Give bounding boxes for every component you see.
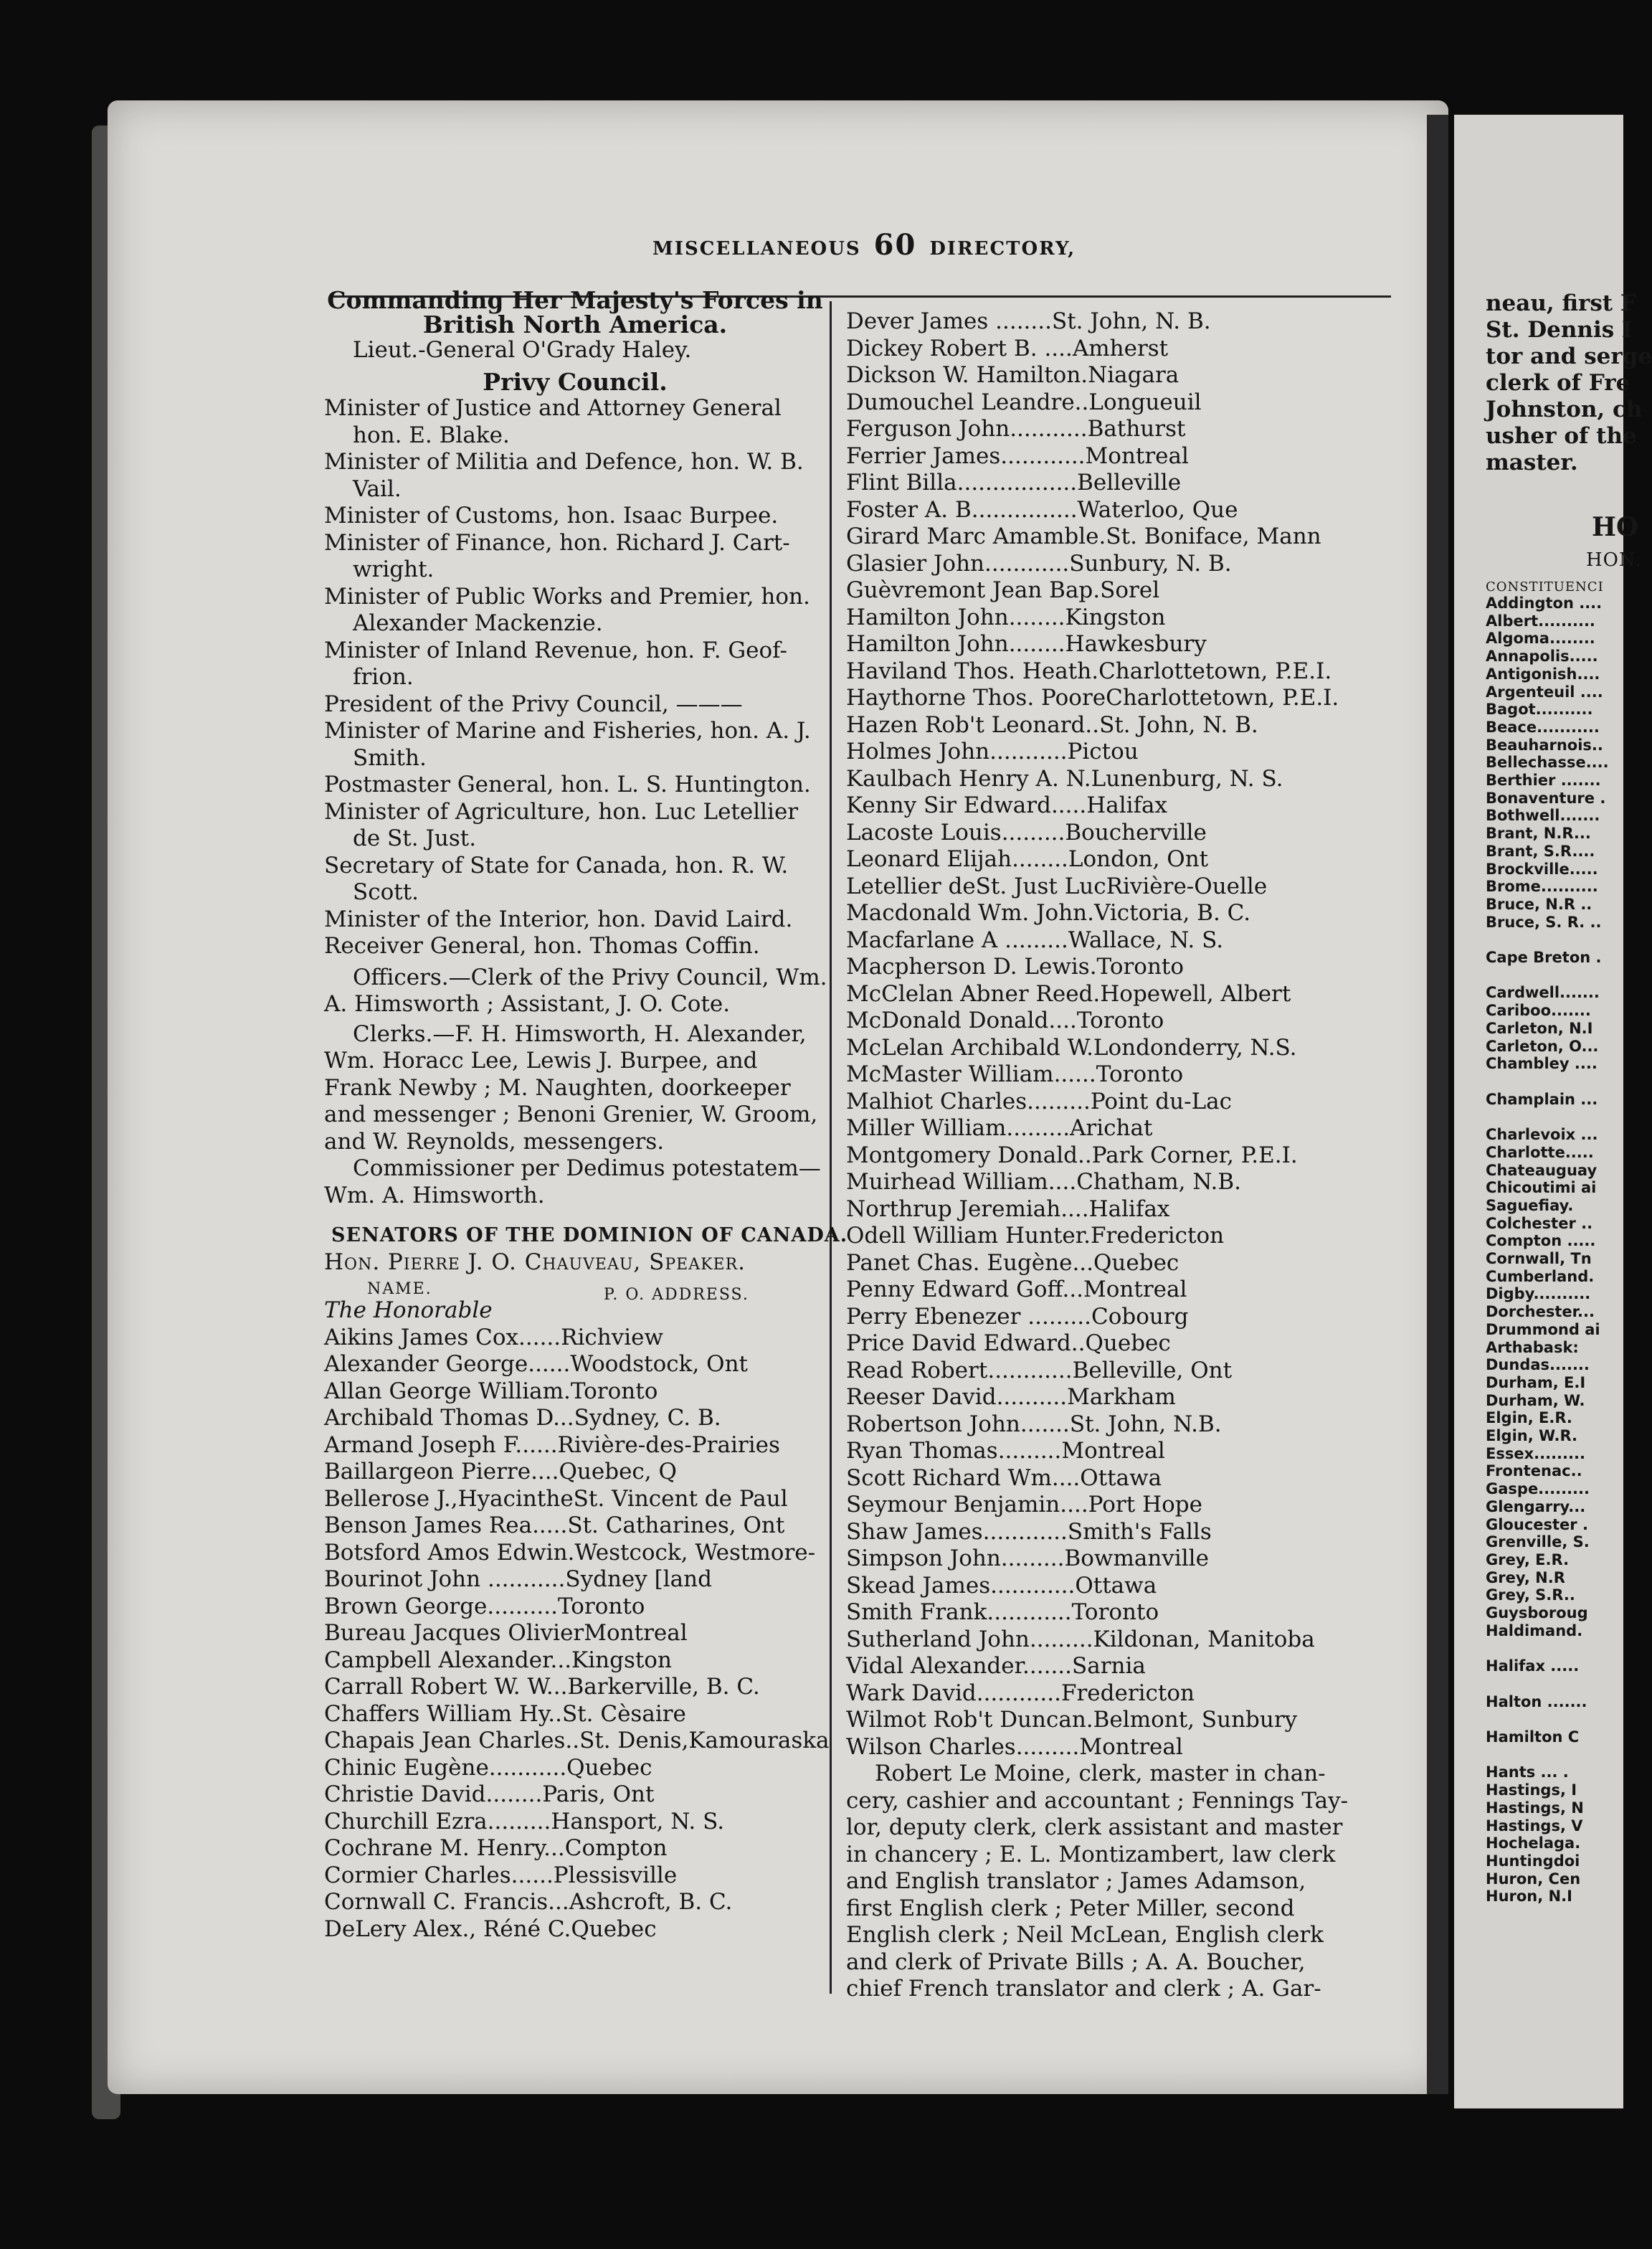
constituency-entry [1486, 931, 1629, 949]
constituency-entry: Brant, S.R.... [1486, 842, 1595, 860]
constituency-entry: Brockville..... [1486, 860, 1598, 878]
constituency-entry: Huron, Cen [1486, 1870, 1581, 1888]
constituency-entry: Durham, W. [1486, 1391, 1585, 1409]
senate-clerks-line: Robert Le Moine, clerk, master in chan- [875, 1761, 1326, 1786]
adjacent-top-line: clerk of Fre [1486, 370, 1630, 396]
senator-entry: McMaster William......Toronto [846, 1061, 1184, 1087]
senator-entry: Dickey Robert B. ....Amherst [846, 335, 1169, 361]
constituency-entry: Grey, N.R [1486, 1568, 1565, 1586]
constituency-entry: Frontenac.. [1486, 1462, 1582, 1480]
senate-clerks-line: and clerk of Private Bills ; A. A. Boucher, [846, 1949, 1306, 1975]
senator-entry: Odell William Hunter.Fredericton [846, 1223, 1225, 1249]
constituency-entry: Bruce, S. R. .. [1486, 913, 1602, 931]
constituency-entry: Bonaventure . [1486, 789, 1606, 807]
clerks-line: Wm. Horacc Lee, Lewis J. Burpee, and [324, 1048, 758, 1074]
constituency-entry: Cape Breton . [1486, 949, 1602, 967]
constituency-entry: Grey, S.R.. [1486, 1586, 1575, 1604]
book-gutter [1427, 115, 1448, 2094]
senate-clerks-line: in chancery ; E. L. Montizambert, law clerk [846, 1841, 1336, 1867]
privy-council-title: Privy Council. [483, 367, 668, 396]
constituency-entry: Hastings, I [1486, 1781, 1577, 1799]
constituency-entry: Compton ..... [1486, 1232, 1596, 1250]
constituency-entry: Hastings, V [1486, 1817, 1583, 1834]
constituency-entry: Halton ....... [1486, 1692, 1587, 1710]
senator-entry: Bourinot John ...........Sydney [land [324, 1566, 712, 1592]
senator-entry: Shaw James............Smith's Falls [846, 1518, 1212, 1545]
senate-clerks-line: cery, cashier and accountant ; Fennings Tay- [846, 1787, 1349, 1814]
constituency-entry: Huron, N.I [1486, 1888, 1572, 1905]
privy-council-list [324, 395, 826, 960]
senate-clerks-line: and English translator ; James Adamson, [846, 1868, 1306, 1894]
senator-entry: Churchill Ezra.........Hansport, N. S. [324, 1808, 725, 1834]
senator-entry: Wark David............Fredericton [846, 1680, 1195, 1706]
clerks-line: and W. Reynolds, messengers. [324, 1128, 665, 1155]
senator-entry: Simpson John.........Bowmanville [846, 1545, 1209, 1571]
senator-entry: Bureau Jacques OlivierMontreal [324, 1620, 688, 1646]
senator-entry: Northrup Jeremiah....Halifax [846, 1195, 1170, 1222]
constituency-entry: Champlain ... [1486, 1090, 1598, 1108]
constituency-entry: Bruce, N.R .. [1486, 895, 1592, 913]
constituency-entry: Cariboo....... [1486, 1002, 1591, 1020]
senator-entry: Letellier deSt. Just LucRivière-Ouelle [846, 873, 1268, 899]
constituency-entry: Chicoutimi ai [1486, 1179, 1597, 1197]
adjacent-top-line: neau, first F [1486, 290, 1636, 316]
senator-entry: Brown George..........Toronto [324, 1593, 645, 1619]
senator-entry: Penny Edward Goff...Montreal [846, 1277, 1187, 1302]
constituency-entry: Elgin, W.R. [1486, 1427, 1577, 1445]
speaker-line: Hon. Pierre J. O. Chauveau, Speaker. [324, 1249, 746, 1275]
constituency-entry: Grey, E.R. [1486, 1550, 1570, 1568]
constituency-entry: Bellechasse.... [1486, 754, 1609, 772]
page-number: 60 [873, 228, 917, 262]
senator-entry: Dever James ........St. John, N. B. [846, 308, 1211, 334]
senator-entry: Hamilton John........Kingston [846, 604, 1166, 630]
senate-clerks-line: chief French translator and clerk ; A. Gar- [846, 1976, 1321, 2002]
constituency-entry: Essex......... [1486, 1444, 1585, 1462]
senate-clerks-line: English clerk ; Neil McLean, English clerk [846, 1922, 1324, 1948]
senator-entry: Lacoste Louis.........Boucherville [846, 819, 1207, 846]
senator-entry: Malhiot Charles.........Point du-Lac [846, 1088, 1233, 1114]
constituency-entry: Glengarry... [1486, 1497, 1586, 1515]
adjacent-hon: HON. [1586, 549, 1642, 571]
header-left: MISCELLANEOUS [652, 238, 861, 260]
senator-entry: Ryan Thomas.........Montreal [846, 1438, 1165, 1464]
senator-entry: Wilmot Rob't Duncan.Belmont, Sunbury [846, 1707, 1298, 1733]
adjacent-top-lines [1486, 290, 1652, 476]
senator-entry: Wilson Charles.........Montreal [846, 1733, 1183, 1760]
page-header [652, 228, 1076, 262]
senate-clerks-paragraph [846, 1761, 1391, 2003]
constituency-entry: Digby.......... [1486, 1285, 1591, 1303]
adjacent-top-line: Johnston, ch [1486, 397, 1643, 422]
senator-entry: Holmes John...........Pictou [846, 739, 1139, 764]
senator-entry: Campbell Alexander...Kingston [324, 1647, 672, 1673]
senator-entry: Montgomery Donald..Park Corner, P.E.I. [846, 1142, 1298, 1168]
privy-council-line: Minister of the Interior, hon. David Laird. [324, 906, 793, 932]
commanding-name: Lieut.-General O'Grady Haley. [353, 337, 692, 363]
commissioner-line: Commissioner per Dedimus potestatem— [353, 1155, 821, 1181]
constituency-entry: Dorchester... [1486, 1303, 1595, 1321]
adjacent-top-line: usher of the [1486, 423, 1637, 449]
clerks-line: Frank Newby ; M. Naughten, doorkeeper [324, 1074, 791, 1101]
senator-entry: Reeser David..........Markham [846, 1384, 1176, 1410]
adjacent-top-line: master. [1486, 450, 1578, 475]
senator-entry: Chapais Jean Charles..St. Denis,Kamouraska [324, 1728, 830, 1753]
privy-council-line: President of the Privy Council, ——— [324, 691, 743, 717]
constituency-entry: Bothwell....... [1486, 807, 1600, 825]
constituencies-list [1486, 595, 1629, 1905]
senator-entry: Haviland Thos. Heath.Charlottetown, P.E.I. [846, 658, 1332, 684]
senator-entry: Hamilton John........Hawkesbury [846, 631, 1207, 657]
officers-line: A. Himsworth ; Assistant, J. O. Cote. [324, 991, 731, 1017]
constituency-entry [1486, 1108, 1629, 1126]
officers-line: Officers.—Clerk of the Privy Council, Wm. [353, 964, 827, 990]
right-column [846, 308, 1391, 2003]
senator-entry: Foster A. B...............Waterloo, Que [846, 496, 1238, 523]
privy-council-line: Postmaster General, hon. L. S. Huntington. [324, 772, 811, 797]
constituency-entry: Dundas....... [1486, 1356, 1590, 1374]
constituency-entry: Gaspe......... [1486, 1480, 1590, 1498]
column-headings [324, 1276, 826, 1304]
senator-entry: Seymour Benjamin....Port Hope [846, 1492, 1202, 1518]
senator-entry: McLelan Archibald W.Londonderry, N.S. [846, 1034, 1297, 1061]
senator-entry: Christie David........Paris, Ont [324, 1781, 655, 1807]
senator-entry: McDonald Donald....Toronto [846, 1008, 1164, 1033]
constituency-entry: Durham, E.I [1486, 1373, 1586, 1391]
constituency-entry: Haldimand. [1486, 1621, 1583, 1639]
constituency-entry [1486, 1746, 1629, 1764]
commissioner-paragraph [324, 1155, 826, 1209]
adjacent-top-line: St. Dennis I [1486, 317, 1633, 343]
adjacent-page-text [1486, 290, 1652, 1905]
constituency-entry [1486, 967, 1629, 985]
constituency-entry: Carleton, N.I [1486, 1019, 1593, 1037]
senator-entry: Miller William.........Arichat [846, 1115, 1153, 1141]
constituency-entry: Chateauguay [1486, 1161, 1598, 1179]
constituency-entry [1486, 1639, 1629, 1657]
constituency-entry [1486, 1710, 1629, 1728]
senator-entry: Vidal Alexander.......Sarnia [846, 1653, 1146, 1679]
senator-entry: Alexander George......Woodstock, Ont [324, 1351, 748, 1377]
privy-council-line: Scott. [353, 879, 419, 905]
left-column [324, 286, 848, 1943]
constituency-entry: Drummond ai [1486, 1320, 1600, 1338]
senator-entry: Perry Ebenezer .........Cobourg [846, 1303, 1189, 1330]
senator-entry: Archibald Thomas D...Sydney, C. B. [324, 1405, 721, 1431]
senator-entry: DeLery Alex., Réné C.Quebec [324, 1916, 657, 1942]
senator-entry: Panet Chas. Eugène...Quebec [846, 1249, 1179, 1276]
column-divider [830, 301, 832, 1994]
constituency-entry: Argenteuil .... [1486, 683, 1603, 701]
constituency-entry: Charlotte..... [1486, 1143, 1594, 1161]
privy-council-line: Minister of Public Works and Premier, hon. [324, 583, 810, 610]
senator-entry: Dumouchel Leandre..Longueuil [846, 389, 1202, 415]
senator-entry: Kenny Sir Edward.....Halifax [846, 792, 1168, 818]
senators-title: SENATORS OF THE DOMINION OF CANADA. [331, 1224, 848, 1246]
constituency-entry: Elgin, E.R. [1486, 1409, 1572, 1427]
senator-entry: Armand Joseph F......Rivière-des-Prairies [324, 1431, 780, 1458]
privy-council-line: de St. Just. [353, 825, 477, 851]
senator-entry: Flint Billa.................Belleville [846, 470, 1182, 496]
constituency-entry: Beace........... [1486, 718, 1600, 736]
senator-entry: Kaulbach Henry A. N.Lunenburg, N. S. [846, 765, 1283, 792]
honorable-label: The Honorable [324, 1297, 493, 1323]
constituencies-label: CONSTITUENCI [1486, 579, 1604, 595]
privy-council-line: wright. [353, 557, 435, 582]
name-col-heading: NAME. [367, 1280, 432, 1298]
senator-entry: Aikins James Cox......Richview [324, 1324, 664, 1350]
constituency-entry: Colchester .. [1486, 1214, 1593, 1232]
senator-entry: Skead James............Ottawa [846, 1572, 1157, 1599]
privy-council-line: Smith. [353, 744, 427, 771]
commanding-title: Commanding Her Majesty's Forces in [327, 286, 823, 314]
senator-entry: Cornwall C. Francis...Ashcroft, B. C. [324, 1889, 733, 1915]
privy-council-line: Minister of Militia and Defence, hon. W. B. [324, 449, 804, 475]
privy-council-line: Minister of Justice and Attorney General [324, 395, 782, 421]
senator-entry: Cochrane M. Henry...Compton [324, 1835, 668, 1861]
senator-entry: Glasier John............Sunbury, N. B. [846, 550, 1232, 577]
senators-list-left [324, 1324, 830, 1943]
constituency-entry: Charlevoix ... [1486, 1126, 1598, 1144]
privy-council-line: Receiver General, hon. Thomas Coffin. [324, 933, 760, 959]
adjacent-top-line: tor and serge [1486, 344, 1652, 369]
constituency-entry: Antigonish.... [1486, 665, 1600, 683]
constituency-entry: Cumberland. [1486, 1267, 1595, 1285]
privy-council-line: Minister of Agriculture, hon. Luc Letellier [324, 798, 799, 825]
privy-council-line: Vail. [353, 475, 402, 502]
senator-entry: Muirhead William....Chatham, N.B. [846, 1169, 1242, 1195]
constituency-entry: Beauharnois.. [1486, 736, 1603, 754]
constituency-entry: Hamilton C [1486, 1728, 1580, 1746]
senator-entry: Ferguson John...........Bathurst [846, 416, 1186, 442]
privy-council-line: frion. [353, 664, 414, 690]
privy-council-line: Minister of Inland Revenue, hon. F. Geof- [324, 637, 788, 663]
constituency-entry: Grenville, S. [1486, 1533, 1590, 1551]
senator-entry: Benson James Rea.....St. Catharines, Ont [324, 1512, 785, 1538]
constituency-entry: Chambley .... [1486, 1055, 1598, 1073]
clerks-paragraph [324, 1021, 826, 1156]
privy-council-line: Secretary of State for Canada, hon. R. W. [324, 852, 789, 879]
senator-entry: Chaffers William Hy..St. Cèsaire [324, 1700, 686, 1727]
privy-council-line: Alexander Mackenzie. [353, 610, 603, 636]
senator-entry: Bellerose J.,HyacintheSt. Vincent de Paul [324, 1485, 788, 1512]
constituency-entry: Algoma........ [1486, 630, 1595, 648]
senator-entry: Allan George William.Toronto [324, 1378, 658, 1404]
adjacent-heading: HO [1592, 512, 1639, 542]
senator-entry: Read Robert............Belleville, Ont [846, 1357, 1233, 1383]
privy-council-line: hon. E. Blake. [353, 422, 510, 448]
constituency-entry: Annapolis..... [1486, 648, 1598, 666]
privy-council-line: Minister of Customs, hon. Isaac Burpee. [324, 503, 779, 529]
constituency-entry: Brome.......... [1486, 878, 1598, 896]
senator-entry: Hazen Rob't Leonard..St. John, N. B. [846, 711, 1258, 738]
senator-entry: Botsford Amos Edwin.Westcock, Westmore- [324, 1539, 816, 1566]
senator-entry: Macfarlane A .........Wallace, N. S. [846, 927, 1224, 953]
constituency-entry: Hochelaga. [1486, 1834, 1581, 1852]
commanding-title-2: British North America. [422, 311, 728, 338]
privy-council-line: Minister of Marine and Fisheries, hon. A. J. [324, 718, 811, 744]
privy-council-line: Minister of Finance, hon. Richard J. Cart- [324, 529, 790, 556]
senator-entry: Baillargeon Pierre....Quebec, Q [324, 1459, 677, 1485]
constituency-entry: Guysboroug [1486, 1604, 1588, 1622]
constituency-entry: Berthier ....... [1486, 772, 1601, 790]
clerks-line: Clerks.—F. H. Himsworth, H. Alexander, [353, 1021, 807, 1047]
constituency-entry: Albert.......... [1486, 612, 1595, 630]
senator-entry: Ferrier James............Montreal [846, 442, 1189, 469]
senator-entry: Scott Richard Wm....Ottawa [846, 1464, 1162, 1491]
clerks-line: and messenger ; Benoni Grenier, W. Groom, [324, 1102, 818, 1127]
senator-entry: Chinic Eugène...........Quebec [324, 1754, 652, 1781]
senate-clerks-line: first English clerk ; Peter Miller, second [846, 1895, 1295, 1921]
header-right: DIRECTORY, [929, 238, 1076, 260]
constituency-entry [1486, 1073, 1629, 1091]
senator-entry: Cormier Charles......Plessisville [324, 1862, 678, 1888]
constituency-entry: Brant, N.R... [1486, 825, 1591, 843]
constituency-entry: Arthabask: [1486, 1338, 1579, 1356]
senator-entry: Guèvremont Jean Bap.Sorel [846, 577, 1160, 603]
constituency-entry: Gloucester . [1486, 1515, 1588, 1533]
constituency-entry: Hastings, N [1486, 1799, 1584, 1817]
constituency-entry: Cornwall, Tn [1486, 1250, 1592, 1268]
constituency-entry: Huntingdoi [1486, 1852, 1580, 1870]
commissioner-line: Wm. A. Himsworth. [324, 1182, 545, 1208]
constituency-entry: Addington .... [1486, 595, 1603, 612]
senator-entry: Price David Edward..Quebec [846, 1330, 1171, 1356]
constituency-entry: Bagot.......... [1486, 701, 1593, 719]
senate-clerks-line: lor, deputy clerk, clerk assistant and master [846, 1814, 1343, 1840]
senator-entry: Smith Frank............Toronto [846, 1599, 1159, 1625]
constituency-entry: Hants ... . [1486, 1763, 1569, 1781]
senator-entry: McClelan Abner Reed.Hopewell, Albert [846, 980, 1291, 1007]
senator-entry: Macdonald Wm. John.Victoria, B. C. [846, 900, 1251, 926]
constituency-entry: Carleton, O... [1486, 1037, 1599, 1055]
senator-entry: Girard Marc Amamble.St. Boniface, Mann [846, 524, 1321, 549]
constituency-entry [1486, 1675, 1629, 1693]
senator-entry: Macpherson D. Lewis.Toronto [846, 954, 1185, 980]
senator-entry: Leonard Elijah........London, Ont [846, 846, 1209, 872]
constituency-entry: Cardwell....... [1486, 984, 1600, 1002]
constituency-entry: Saguefiay. [1486, 1196, 1574, 1214]
senator-entry: Sutherland John.........Kildonan, Manitoba [846, 1626, 1315, 1652]
senator-entry: Carrall Robert W. W...Barkerville, B. C. [324, 1674, 760, 1700]
senator-entry: Haythorne Thos. PooreCharlottetown, P.E.I. [846, 685, 1339, 711]
senator-entry: Dickson W. Hamilton.Niagara [846, 362, 1179, 388]
senator-entry: Robertson John.......St. John, N.B. [846, 1411, 1222, 1437]
address-col-heading: P. O. ADDRESS. [604, 1286, 749, 1304]
senators-list-right [846, 308, 1391, 1761]
officers-paragraph [324, 965, 826, 1018]
constituency-entry: Halifax ..... [1486, 1657, 1580, 1675]
